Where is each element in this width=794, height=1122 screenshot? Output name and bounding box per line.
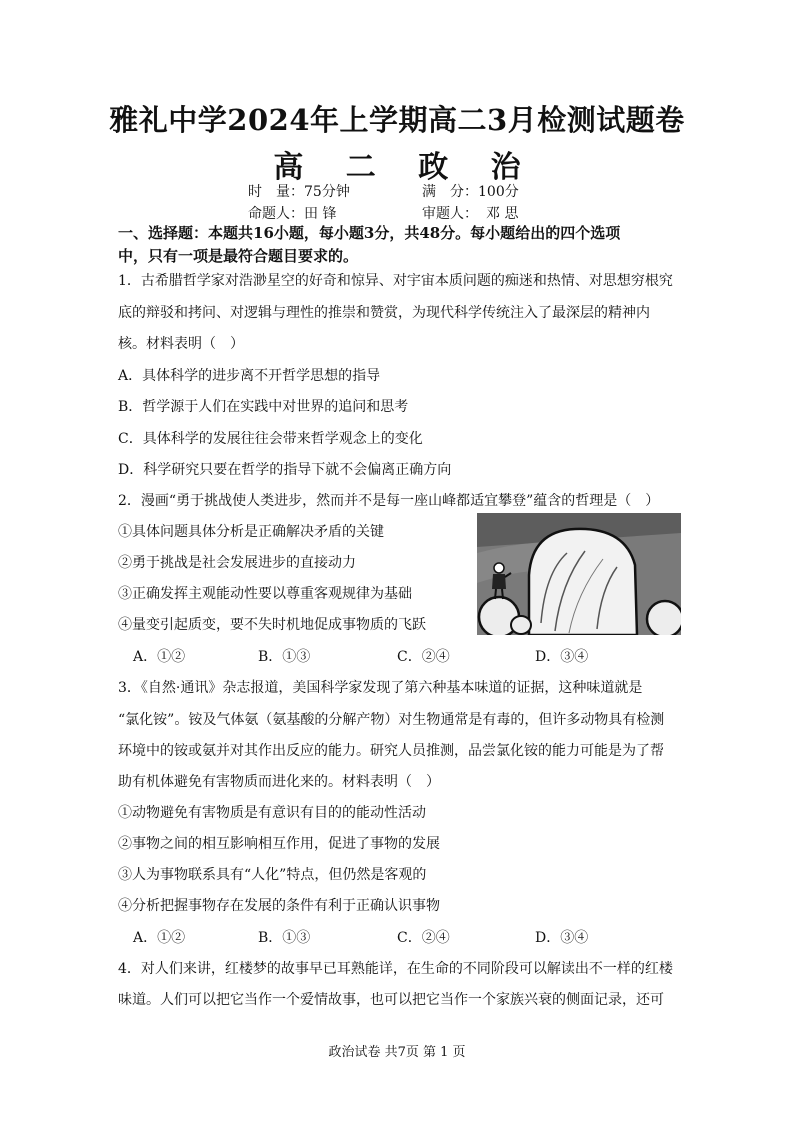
- exam-subject: 高 二 政 治: [273, 150, 537, 185]
- q2-item: ④量变引起质变，要不失时机地促成事物质的飞跃: [118, 617, 426, 633]
- q2-choice-d: D．③④: [535, 649, 589, 665]
- q1-option-d: D．科学研究只要在哲学的指导下就不会偏离正确方向: [118, 462, 452, 478]
- section-heading-line: 中，只有一项是最符合题目要求的。: [118, 247, 359, 265]
- cartoon-mountain-climber-image: [477, 513, 681, 635]
- reviewer-value: 邓 思: [486, 206, 519, 222]
- q3-choice-a: A．①②: [133, 930, 186, 946]
- q3-stem-line: 3．《自然·通讯》杂志报道，美国科学家发现了第六种基本味道的证据，这种味道就是: [118, 680, 643, 696]
- section-heading-line: 一、选择题：本题共16小题，每小题3分，共48分。每小题给出的四个选项: [118, 224, 621, 242]
- q1-stem-line: 核。材料表明（ ）: [118, 336, 244, 352]
- author-label: 命题人：: [248, 206, 304, 222]
- page-footer: 政治试卷 共7页 第 1 页: [328, 1045, 466, 1060]
- q2-item: ③正确发挥主观能动性要以尊重客观规律为基础: [118, 586, 412, 602]
- q2-choice-c: C．②④: [397, 649, 450, 665]
- q3-stem-line: 助有机体避免有害物质而进化来的。材料表明（ ）: [118, 774, 440, 790]
- q1-stem-line: 底的辩驳和拷问、对逻辑与理性的推崇和赞赏，为现代科学传统注入了最深层的精神内: [118, 305, 650, 321]
- q4-stem-line: 味道。人们可以把它当作一个爱情故事，也可以把它当作一个家族兴衰的侧面记录，还可: [118, 992, 664, 1008]
- q1-option-b: B．哲学源于人们在实践中对世界的追问和思考: [118, 399, 409, 415]
- q3-item: ③人为事物联系具有“人化”特点，但仍然是客观的: [118, 867, 427, 883]
- score-label: 满 分：: [422, 184, 478, 200]
- q3-stem-line: 环境中的铵或氨并对其作出反应的能力。研究人员推测，品尝氯化铵的能力可能是为了帮: [118, 743, 664, 759]
- q3-item: ①动物避免有害物质是有意识有目的的能动性活动: [118, 805, 426, 821]
- q3-item: ④分析把握事物存在发展的条件有利于正确认识事物: [118, 898, 440, 914]
- q1-option-a: A．具体科学的进步离不开哲学思想的指导: [118, 368, 381, 384]
- q2-stem: 2．漫画“勇于挑战使人类进步，然而并不是每一座山峰都适宜攀登”蕴含的哲理是（ ）: [118, 493, 660, 509]
- exam-title: 雅礼中学2024年上学期高二3月检测试题卷: [109, 103, 685, 137]
- author-value: 田 锋: [304, 206, 337, 222]
- q1-option-c: C．具体科学的发展往往会带来哲学观念上的变化: [118, 431, 423, 447]
- time-value: 75分钟: [304, 184, 350, 200]
- score-value: 100分: [478, 184, 519, 200]
- q2-choice-a: A．①②: [133, 649, 186, 665]
- q3-choice-d: D．③④: [535, 930, 589, 946]
- q2-item: ①具体问题具体分析是正确解决矛盾的关键: [118, 524, 384, 540]
- q3-choice-c: C．②④: [397, 930, 450, 946]
- time-label: 时 量：: [248, 184, 304, 200]
- q3-stem-line: “氯化铵”。铵及气体氨（氨基酸的分解产物）对生物通常是有毒的，但许多动物具有检测: [118, 712, 665, 728]
- q3-item: ②事物之间的相互影响相互作用，促进了事物的发展: [118, 836, 440, 852]
- q3-choice-b: B．①③: [258, 930, 311, 946]
- section-heading: [118, 222, 678, 268]
- q4-stem-line: 4．对人们来讲，红楼梦的故事早已耳熟能详，在生命的不同阶段可以解读出不一样的红楼: [118, 961, 673, 977]
- q1-stem-line: 1．古希腊哲学家对浩渺星空的好奇和惊异、对宇宙本质问题的痴迷和热情、对思想穷根究: [118, 273, 673, 289]
- reviewer-label: 审题人：: [422, 206, 478, 222]
- q2-choice-b: B．①③: [258, 649, 311, 665]
- q2-item: ②勇于挑战是社会发展进步的直接动力: [118, 555, 356, 571]
